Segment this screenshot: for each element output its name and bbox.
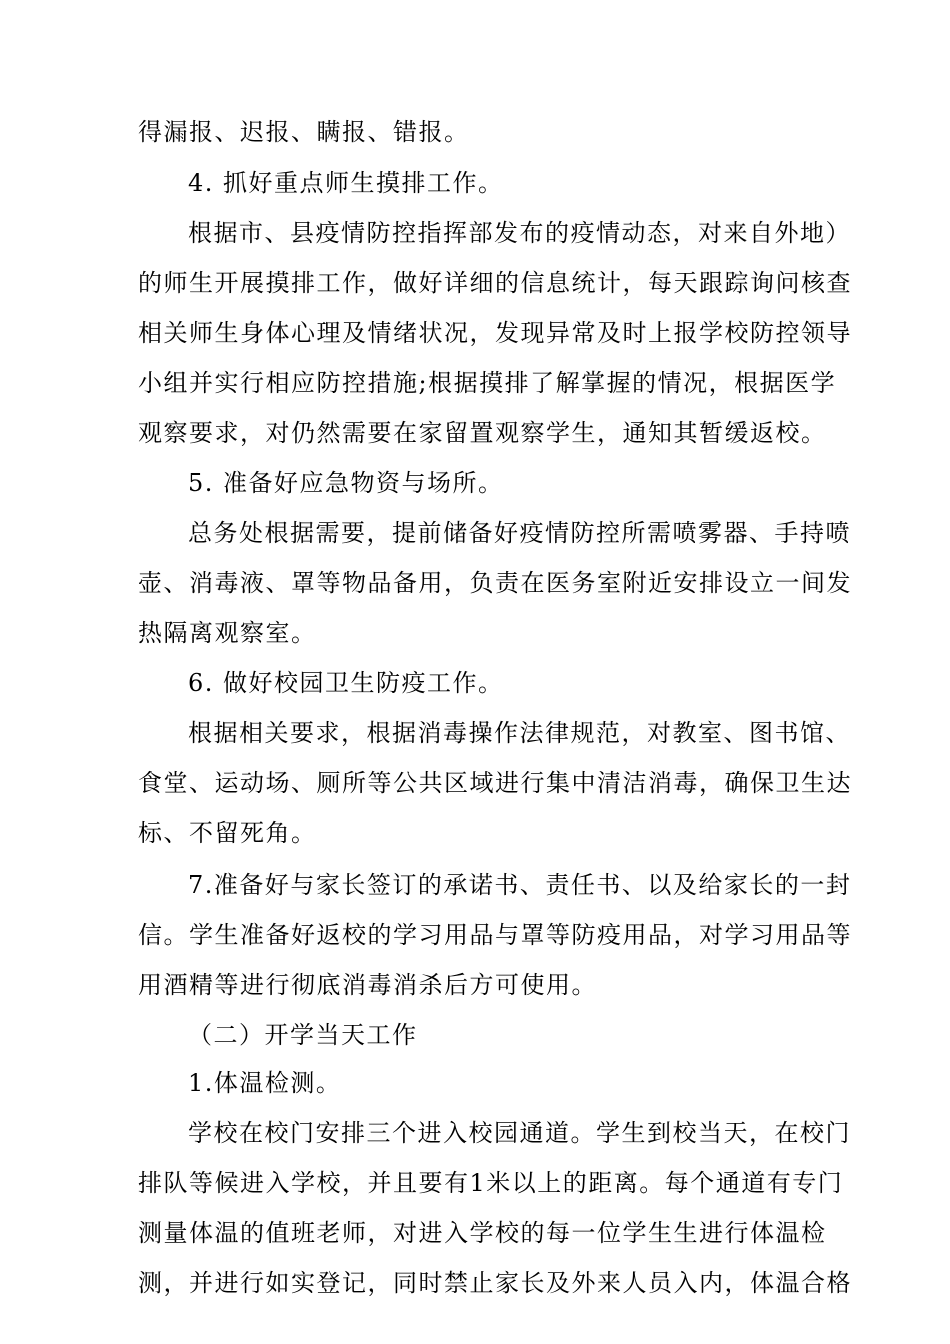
text-line: 根据市、县疫情防控指挥部发布的疫情动态，对来自外地） xyxy=(188,219,851,247)
text-line: 总务处根据需要，提前储备好疫情防控所需喷雾器、手持喷 xyxy=(188,519,851,547)
text-line: 得漏报、迟报、瞒报、错报。 xyxy=(138,118,470,146)
text-line: 相关师生身体心理及情绪状况，发现异常及时上报学校防控领导 xyxy=(138,319,852,347)
text-line: 学校在校门安排三个进入校园通道。学生到校当天，在校门 xyxy=(188,1119,851,1147)
text-line: 测，并进行如实登记，同时禁止家长及外来人员入内，体温合格 xyxy=(138,1269,852,1297)
section-heading: 5. 准备好应急物资与场所。 xyxy=(188,469,504,497)
text-line: 信。学生准备好返校的学习用品与罩等防疫用品，对学习用品等 xyxy=(138,921,852,949)
text-line: 排队等候进入学校，并且要有1米以上的距离。每个通道有专门 xyxy=(138,1169,844,1197)
section-heading: 1.体温检测。 xyxy=(188,1069,342,1097)
section-heading: 4. 抓好重点师生摸排工作。 xyxy=(188,169,504,197)
text-line: 的师生开展摸排工作，做好详细的信息统计，每天跟踪询问核查 xyxy=(138,269,852,297)
text-line: 测量体温的值班老师，对进入学校的每一位学生生进行体温检 xyxy=(138,1219,827,1247)
section-heading: 6. 做好校园卫生防疫工作。 xyxy=(188,669,504,697)
text-line: 标、不留死角。 xyxy=(138,819,317,847)
subsection-heading: （二）开学当天工作 xyxy=(188,1021,418,1049)
text-line: 壶、消毒液、罩等物品备用，负责在医务室附近安排设立一间发 xyxy=(138,569,852,597)
text-line: 用酒精等进行彻底消毒消杀后方可使用。 xyxy=(138,971,597,999)
text-line: 热隔离观察室。 xyxy=(138,619,317,647)
text-line: 7.准备好与家长签订的承诺书、责任书、以及给家长的一封 xyxy=(188,871,852,899)
text-line: 根据相关要求，根据消毒操作法律规范，对教室、图书馆、 xyxy=(188,719,851,747)
text-line: 食堂、运动场、厕所等公共区域进行集中清洁消毒，确保卫生达 xyxy=(138,769,852,797)
text-line: 观察要求，对仍然需要在家留置观察学生，通知其暂缓返校。 xyxy=(138,419,827,447)
text-line: 小组并实行相应防控措施;根据摸排了解掌握的情况，根据医学 xyxy=(138,369,837,397)
